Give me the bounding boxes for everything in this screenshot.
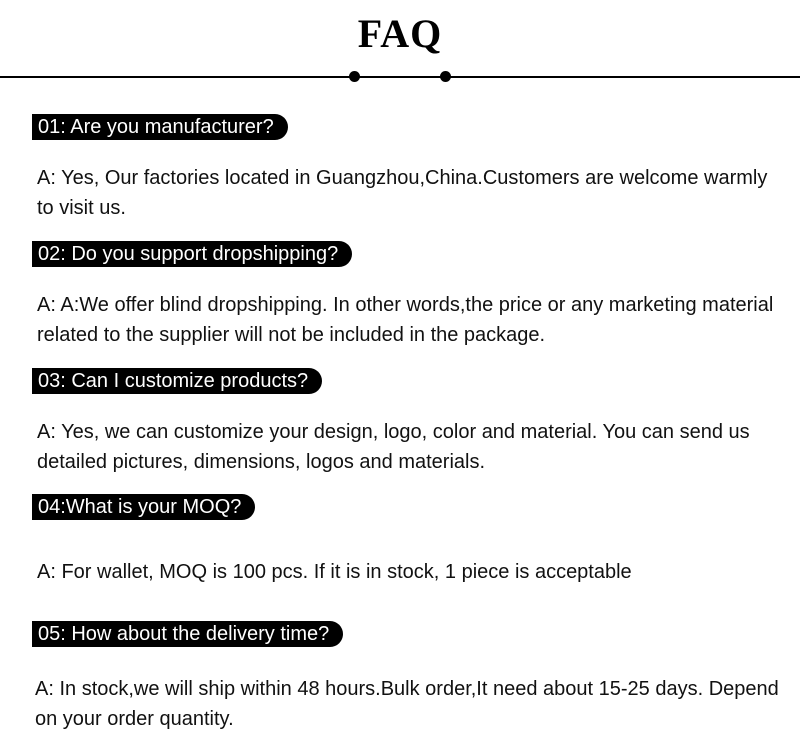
faq-question-5: 05: How about the delivery time? (32, 621, 343, 647)
title-divider (0, 76, 800, 78)
faq-question-2: 02: Do you support dropshipping? (32, 241, 352, 267)
faq-question-1: 01: Are you manufacturer? (32, 114, 288, 140)
faq-answer-4: A: For wallet, MOQ is 100 pcs. If it is in stock, 1 piece is acceptable (37, 561, 632, 583)
faq-question-3: 03: Can I customize products? (32, 368, 322, 394)
faq-answer-1: A: Yes, Our factories located in Guangzhou,China.Customers are welcome warmly to visit us. (37, 167, 768, 219)
faq-answer-2: A: A:We offer blind dropshipping. In other words,the price or any marketing material related to the supplier will not be included in the package. (37, 294, 774, 346)
divider-dot-right (440, 71, 451, 82)
faq-answer-5: A: In stock,we will ship within 48 hours.Bulk order,It need about 15-25 days. Depend on your order quantity. (35, 678, 779, 730)
faq-question-4: 04:What is your MOQ? (32, 494, 255, 520)
divider-dot-left (349, 71, 360, 82)
page-title: FAQ (357, 11, 443, 56)
faq-answer-3: A: Yes, we can customize your design, logo, color and material. You can send us detailed pictures, dimensions, logos and materials. (37, 421, 750, 473)
